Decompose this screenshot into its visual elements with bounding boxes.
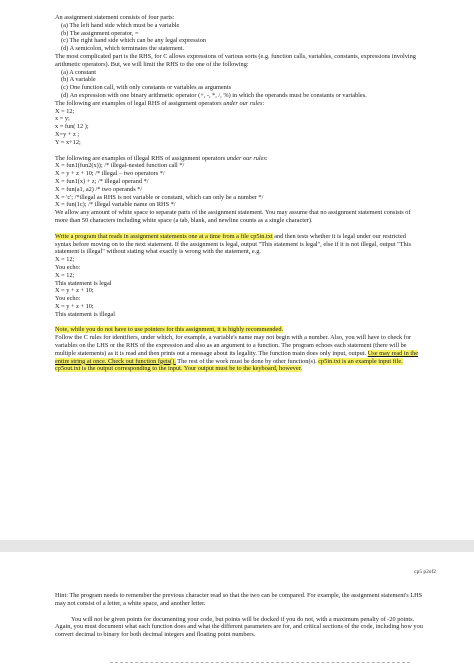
illegal-intro xyxy=(55,155,423,163)
sample-line: X = y + z + 10; xyxy=(55,302,94,310)
legal-example: Y = x+12; xyxy=(55,138,81,146)
legal-example: x = fun( 12 ); xyxy=(55,123,89,131)
note-highlight: Note, while you do not have to use pointers for this assignment, it is highly recommended. xyxy=(55,326,284,334)
sample-line: X = 12; xyxy=(55,256,75,264)
legal-example: X=y + z ; xyxy=(55,130,80,138)
illegal-example: X = 'c'; /*illegal as RHS is not variable or constant, which can only be a number */ xyxy=(55,193,264,201)
rhs-option-d: (d) An expression with one binary arithmetic operator (+, -, *, /, %) in which the operands must be constants or variables. xyxy=(61,91,367,99)
hint-text: Hint: The program needs to remember the previous character read so that the two can be compared. For example, the assignment statement's LHS may not consist of a letter, a white space, and another letter. xyxy=(55,592,423,607)
sample-line: X = y + z + 10; xyxy=(55,287,94,295)
legal-intro-em: under our rules xyxy=(223,99,263,107)
sample-line: This statement is legal xyxy=(55,279,112,287)
legal-examples xyxy=(55,108,423,147)
illegal-example: X = fun1(fun2(x)); /* illegal-nested function call */ xyxy=(55,162,185,170)
illegal-intro-pre: The following are examples of illegal RHS of assignment operators xyxy=(55,154,227,162)
page-1-content xyxy=(55,14,423,373)
program-rest: and then tests whether it is legal under our restricted syntax before moving on to the next statement. If the assignment is legal, output "This statement is legal", else if it is not illegal, output "This statement is illegal" without stating what exactly is wrong with the statement, e.g. xyxy=(55,232,411,256)
illegal-intro-post: : xyxy=(265,154,268,162)
whitespace-text: We allow any amount of white space to separate parts of the assignment statement. You may assume that no assignment statement consists of more than 50 characters including white space (a tab, blank, and newline counts as a single character). xyxy=(55,209,411,224)
illegal-example: X = fun(a1, a2) /* two operands */ xyxy=(55,185,143,193)
note-paragraph xyxy=(55,326,423,334)
legal-intro-pre: The following are examples of legal RHS of assignment operators xyxy=(55,99,224,107)
sample-line: You echo: xyxy=(55,263,81,271)
document-page-2 xyxy=(0,552,474,669)
sample-io xyxy=(55,256,423,318)
rhs-option-a: (a) A constant xyxy=(61,68,96,76)
part-b: (b) The assignment operator, = xyxy=(61,29,139,37)
follow-final: cp5in.txt is an example input file. cp5out.txt is the output corresponding to the input. Your output must be to the keyboard, however. xyxy=(55,357,403,373)
sample-line: You echo: xyxy=(55,295,81,303)
sample-line: X = 12; xyxy=(55,271,75,279)
legal-example: x = y; xyxy=(55,115,70,123)
legal-intro-post: : xyxy=(262,99,265,107)
intro-text: An assignment statement consists of four parts: xyxy=(55,14,175,21)
legal-intro xyxy=(55,100,423,108)
complicated-text: The most complicated part is the RHS, for C allows expressions of various sorts (e.g. function calls, variables, constants, expressions involving arithmetic operators). But, we will limit the RHS to the one of the following: xyxy=(55,52,416,68)
follow-text: Follow the C rules for identifiers, under which, for example, a variable's name may not begin with a number. Also, you will have to check for variables on the LHS or the RHS of the expression and also as an argument to a function. The program echoes each statement (there will be multiple statements) as it is read and then prints out a message about its legality. The function main does only input, output. xyxy=(55,334,412,357)
program-highlight: Write a program that reads in assignment statements one at a time from a file cp5in.txt xyxy=(55,232,273,240)
part-c: (c) The right hand side which can be any legal expression xyxy=(61,37,207,45)
rhs-option-c: (c) One function call, with only constants or variables as arguments xyxy=(61,84,232,92)
points-text: You will not be given points for documenting your code, but points will be docked if you do not, with a maximum penalty of -20 points. Again, you must document what each function does and what the different parameters are for, and critical sections of the code, including how you convert decimal to binary for both decimal integers and floating point numbers. xyxy=(55,615,423,639)
page-number: cp5 p2of2 xyxy=(414,569,436,575)
parts-list xyxy=(55,22,423,53)
program-paragraph xyxy=(55,233,423,256)
illegal-examples xyxy=(55,162,423,209)
part-a: (a) The left hand side which must be a variable xyxy=(61,21,180,29)
bottom-divider xyxy=(110,662,410,663)
illegal-example: X = fun(1c); /* illegal variable name on RHS */ xyxy=(55,201,176,209)
legal-example: X = 12; xyxy=(55,107,75,115)
part-d: (d) A semicolon, which terminates the statement. xyxy=(61,45,185,53)
illegal-example: X = fun1(x) + z; /* illegal operand */ xyxy=(55,177,149,185)
follow-paragraph xyxy=(55,334,423,373)
illegal-example: X = y + z + 10; /* illegal – two operators */ xyxy=(55,170,165,178)
illegal-intro-em: under our rules xyxy=(226,154,266,162)
follow-underlined: Use may read in the entire string at once. Check out function fgets(). xyxy=(55,349,419,365)
page-2-content xyxy=(55,592,423,639)
rhs-option-b: (b) A variable xyxy=(61,76,96,84)
sample-line: This statement is illegal xyxy=(55,310,115,318)
follow-tail: The rest of the work must be done by other function(s). xyxy=(175,357,317,365)
page-separator xyxy=(0,540,474,552)
rhs-options-list xyxy=(55,69,423,100)
